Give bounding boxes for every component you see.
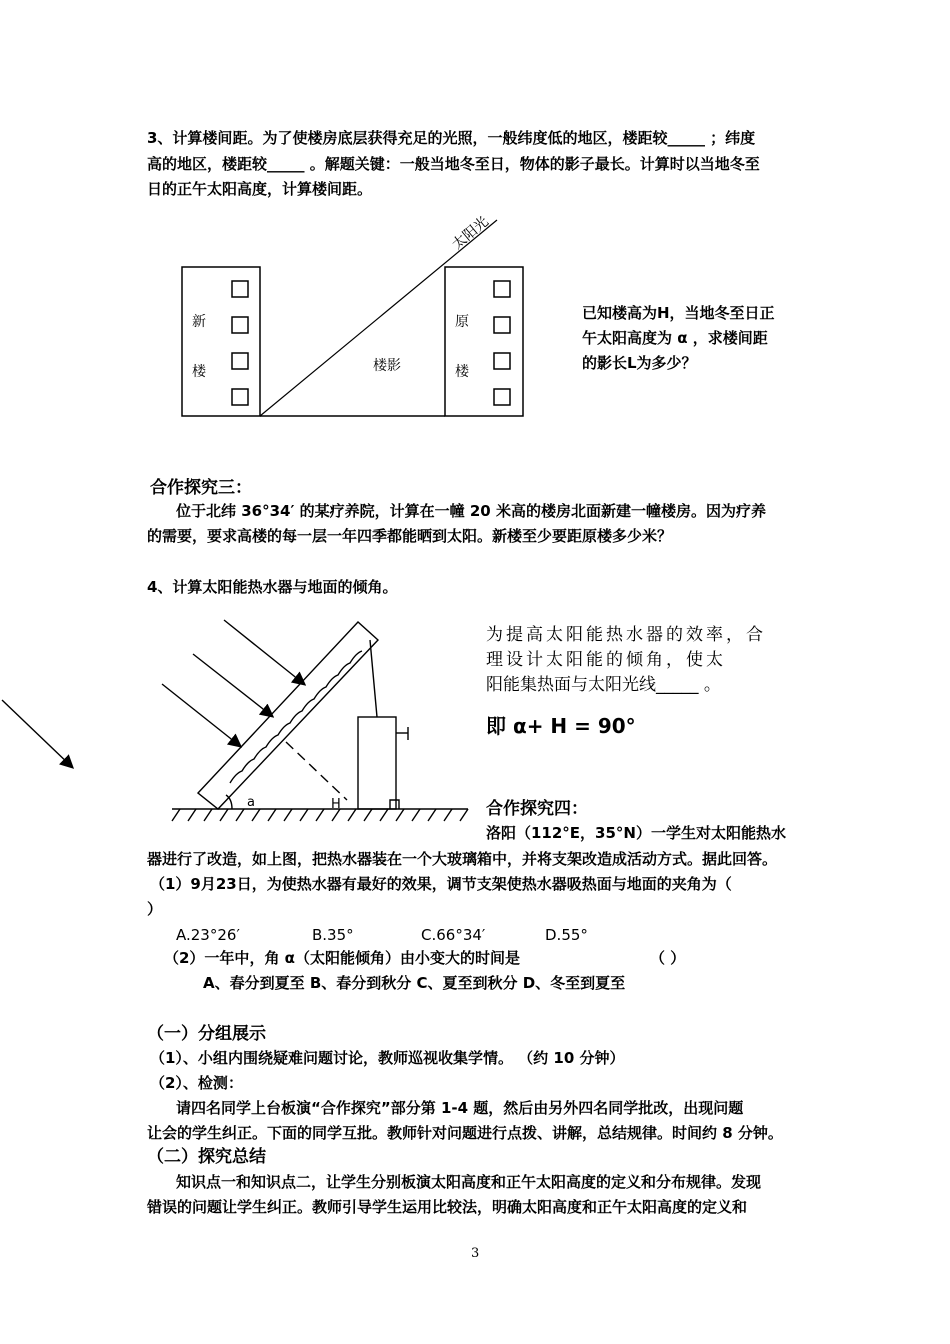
sec4-desc-3: 阳能集热面与太阳光线_____ 。 [486, 675, 721, 695]
fig1-question-3: 的影长L为多少？ [582, 354, 697, 372]
new-building-label-2: 楼 [192, 364, 206, 380]
sec3-line1: 3、计算楼间距。为了使楼房底层获得充足的光照，一般纬度低的地区，楼距较_____ ；纬度 [147, 129, 756, 147]
rope [370, 640, 377, 717]
coop4-q1-close: ） [147, 900, 163, 918]
right-angle-mark [390, 800, 399, 809]
part2-line2: 错误的问题让学生纠正。教师引导学生运用比较法，明确太阳高度和正午太阳高度的定义和 [147, 1198, 748, 1216]
fig1-question-2: 午太阳高度为 α ，求楼间距 [582, 329, 768, 347]
sun-ray [162, 684, 240, 746]
old-building-label-2: 楼 [455, 364, 469, 380]
alpha-arc [226, 795, 232, 809]
coop3-title: 合作探究三： [150, 478, 252, 498]
coop3-line1: 位于北纬 36°34′ 的某疗养院，计算在一幢 20 米高的楼房北面新建一幢楼房。因为疗养 [176, 502, 766, 520]
part1-line2: 让会的学生纠正。下面的同学互批。教师针对问题进行点拨、讲解，总结规律。时间约 8 分钟。 [147, 1124, 783, 1142]
coop4-q1: （1）9月23日，为使热水器有最好的效果，调节支架使热水器吸热面与地面的夹角为（ [150, 875, 732, 893]
sec3-line2: 高的地区，楼距较_____ 。解题关键：一般当地冬至日，物体的影子最长。计算时以当地冬至 [147, 155, 760, 173]
coop4-q1-option-c: C.66°34′ [421, 926, 486, 944]
part1-line1: 请四名同学上台板演“合作探究”部分第 1-4 题，然后由另外四名同学批改，出现问题 [176, 1099, 744, 1117]
shadow-label: 楼影 [373, 358, 401, 374]
sec3-line3: 日的正午太阳高度，计算楼间距。 [147, 180, 373, 198]
coop4-q2-options: A、春分到夏至 B、春分到秋分 C、夏至到秋分 D、冬至到夏至 [203, 974, 626, 992]
part1-title: （一）分组展示 [147, 1024, 266, 1044]
collector-tubes [230, 651, 362, 783]
coop4-title: 合作探究四： [486, 799, 588, 819]
sun-ray [224, 620, 304, 684]
perpendicular-dashed [286, 742, 347, 800]
h-label: H [331, 797, 341, 812]
new-building-label-1: 新 [192, 314, 206, 330]
old-building-label-1: 原 [455, 314, 469, 330]
sec4-desc-1: 为提高太阳能热水器的效率，合 [486, 625, 766, 645]
support-stand [358, 717, 396, 809]
coop3-line2: 的需要，要求高楼的每一层一年四季都能晒到太阳。新楼至少要距原楼多少米？ [147, 527, 673, 545]
sunlight-label: 太阳光 [449, 213, 492, 254]
alpha-label: a [247, 795, 255, 810]
sec4-title: 4、计算太阳能热水器与地面的倾角。 [147, 578, 398, 596]
sec4-formula: 即 α+ H = 90° [486, 714, 636, 738]
part1-item1: （1）、小组内围绕疑难问题讨论，教师巡视收集学情。 （约 10 分钟） [150, 1049, 625, 1067]
page-number: 3 [471, 1246, 480, 1261]
heater-panel [198, 622, 378, 809]
fig1-question-1: 已知楼高为H，当地冬至日正 [582, 304, 775, 322]
sun-ray [193, 654, 272, 716]
coop4-q1-option-d: D.55° [545, 926, 588, 944]
stray-arrow [2, 700, 72, 767]
coop4-line1: 洛阳（112°E，35°N）一学生对太阳能热水 [486, 824, 786, 842]
ground-hatch [172, 809, 468, 821]
coop4-q1-option-a: A.23°26′ [176, 926, 240, 944]
sec4-desc-2: 理设计太阳能的倾角，使太 [486, 650, 726, 670]
part2-title: （二）探究总结 [147, 1147, 266, 1167]
part2-line1: 知识点一和知识点二，让学生分别板演太阳高度和正午太阳高度的定义和分布规律。发现 [176, 1173, 762, 1191]
part1-item2: （2）、检测： [150, 1074, 243, 1092]
coop4-q2-paren: （ ） [650, 949, 686, 967]
coop4-q1-option-b: B.35° [312, 926, 354, 944]
coop4-line2: 器进行了改造，如上图，把热水器装在一个大玻璃箱中，并将支架改造成活动方式。据此回答。 [147, 850, 778, 868]
coop4-q2: （2）一年中，角 α（太阳能倾角）由小变大的时间是 [164, 949, 520, 967]
